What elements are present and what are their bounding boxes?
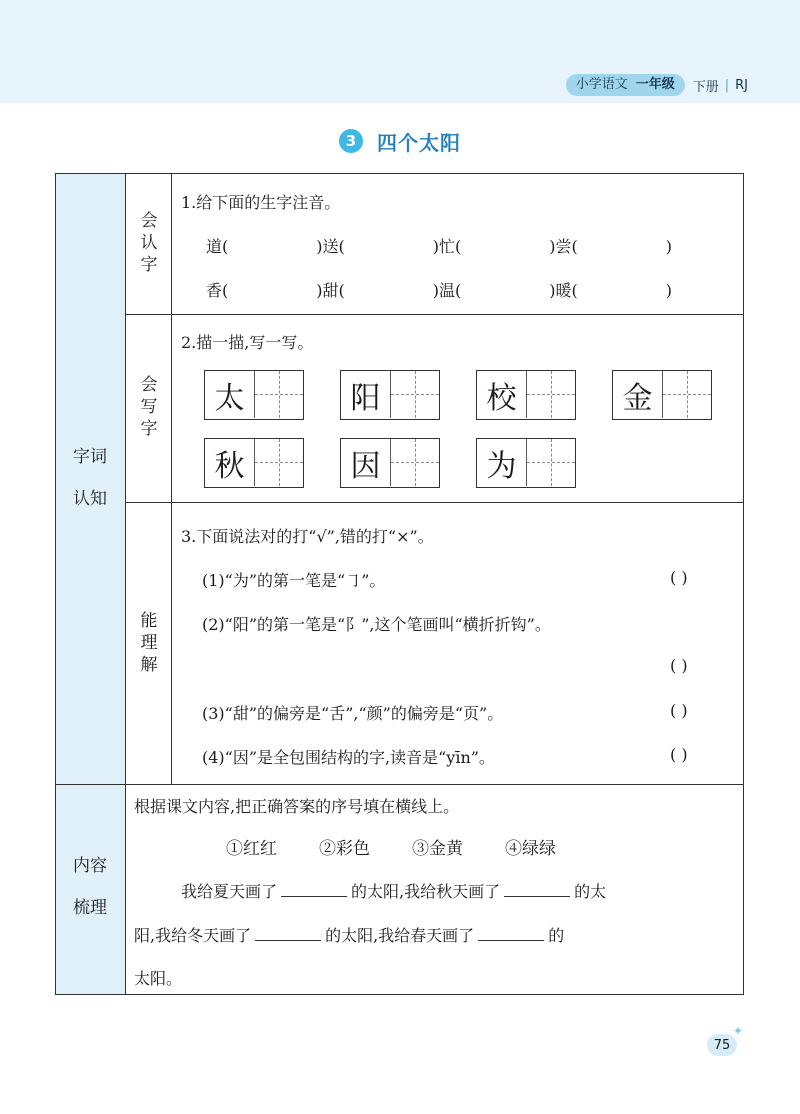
book-tag: 小学语文 一年级 下册 | RJ [566, 74, 748, 96]
pinyin-row-1: 道( )送( )忙( )尝( ) [206, 237, 672, 256]
worksheet-table [55, 173, 744, 995]
writing-box-yin: 因 [340, 438, 440, 488]
volume-label: 下册 [692, 79, 719, 95]
content-instruction: 根据课文内容,把正确答案的序号填在横线上。 [134, 797, 460, 816]
writing-box-yang: 阳 [340, 370, 440, 420]
writing-box-tai: 太 [204, 370, 304, 420]
judge-item-3: (3)“甜”的偏旁是“舌”,“颜”的偏旁是“页”。 [202, 704, 504, 723]
fill-blank-1[interactable] [281, 882, 347, 897]
category-word-recognition: 字词 认知 [73, 447, 107, 509]
row-divider-1 [126, 314, 743, 315]
option-3: ③金黄 [412, 839, 463, 859]
page-number: 75 [707, 1034, 737, 1056]
judge-item-1: (1)“为”的第一笔是“㇆”。 [202, 571, 386, 590]
answer-paren-3[interactable]: ( ) [670, 701, 688, 720]
writing-box-jin: 金 [612, 370, 712, 420]
answer-options [226, 834, 556, 859]
sublabel-recognize: 会 认 字 [140, 211, 158, 275]
writing-box-qiu: 秋 [204, 438, 304, 488]
q3-prompt: 3.下面说法对的打“√”,错的打“×”。 [181, 527, 434, 546]
lesson-title [0, 124, 800, 158]
answer-paren-1[interactable]: ( ) [670, 568, 688, 587]
lesson-number-badge: 3 [339, 129, 363, 153]
pinyin-row-2: 香( )甜( )温( )暖( ) [206, 281, 672, 300]
category-content-summary: 内容 梳理 [73, 856, 107, 918]
option-4: ④绿绿 [505, 839, 556, 859]
row-divider-2 [126, 502, 743, 503]
q2-prompt: 2.描一描,写一写。 [181, 333, 314, 352]
q1-prompt: 1.给下面的生字注音。 [181, 193, 341, 212]
option-1: ①红红 [226, 839, 277, 859]
fill-line-3: 太阳。 [134, 969, 183, 988]
answer-paren-2[interactable]: ( ) [670, 656, 688, 675]
answer-paren-4[interactable]: ( ) [670, 745, 688, 764]
lesson-title-text: 四个太阳 [377, 130, 461, 155]
fill-blank-4[interactable] [478, 926, 544, 941]
page-decoration-icon: ✦ [733, 1024, 744, 1038]
sublabel-understand: 能 理 解 [140, 611, 158, 675]
judge-item-4: (4)“因”是全包围结构的字,读音是“yīn”。 [202, 748, 495, 767]
fill-blank-2[interactable] [504, 882, 570, 897]
edition-label: RJ [735, 77, 748, 93]
sublabel-write: 会 写 字 [140, 375, 158, 439]
writing-box-wei: 为 [476, 438, 576, 488]
grade-label: 一年级 [635, 77, 675, 92]
fill-line-2: 阳,我给冬天画了 的太阳,我给春天画了 的 [134, 926, 565, 945]
row-divider-3 [56, 784, 743, 785]
subject-label: 小学语文 [575, 77, 628, 92]
writing-box-xiao: 校 [476, 370, 576, 420]
fill-blank-3[interactable] [255, 926, 321, 941]
subject-grade-pill [566, 74, 685, 96]
judge-item-2: (2)“阳”的第一笔是“⻖”,这个笔画叫“横折折钩”。 [202, 615, 551, 634]
fill-line-1: 我给夏天画了 的太阳,我给秋天画了 的太 [181, 882, 607, 901]
option-2: ②彩色 [319, 839, 370, 859]
